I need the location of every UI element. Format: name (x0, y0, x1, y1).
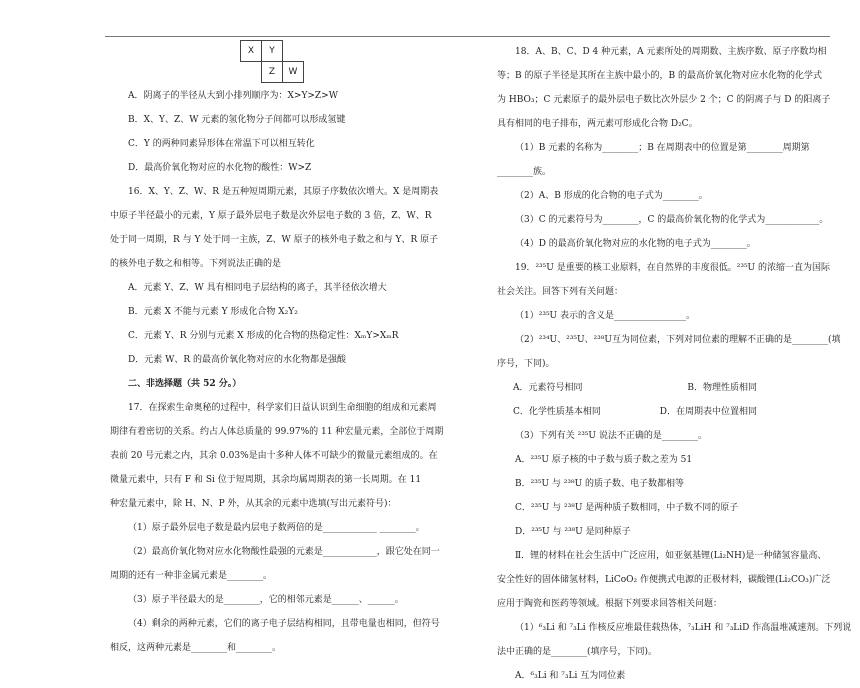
question-17-line: 期律有着密切的关系。约占人体总质量的 99.97%的 11 种宏量元素，全部位于周期 (110, 427, 444, 437)
options-row (497, 376, 817, 400)
sub-question: （2）最高价氧化物对应水化物酸性最强的元素是____________，跟它处在同一 (128, 547, 440, 557)
part-ii-line: 安全性好的固体储氢材料，LiCoO₂ 作便携式电源的正极材料，碳酸锂(Li₂CO₃)广泛 (497, 575, 831, 585)
sub-question: （1）²³⁵U 表示的含义是________________。 (515, 311, 695, 321)
sub-question: （3）C 的元素符号为________，C 的最高价氧化物的化学式为____________。 (515, 215, 829, 225)
option-b: B．元素 X 不能与元素 Y 形成化合物 X₂Y₂ (128, 307, 298, 317)
cell-z: Z (261, 61, 283, 83)
question-16-line: 中原子半径最小的元素，Y 原子最外层电子数是次外层电子数的 3 倍，Z、W、R (110, 211, 432, 221)
question-17-line: 微量元素中，只有 F 和 Si 位于短周期，其余均属周期表的第一长周期。在 11 (110, 475, 422, 485)
option-a: A．元素 Y、Z、W 具有相同电子层结构的离子，其半径依次增大 (128, 283, 387, 293)
option-b: B．物理性质相同 (687, 383, 757, 393)
option-d: D．最高价氧化物对应的水化物的酸性：W>Z (128, 163, 312, 173)
option-b: B．²³⁵U 与 ²³⁸U 的质子数、电子数都相等 (515, 479, 685, 489)
option-a: A．元素符号相同 (513, 383, 583, 393)
section-heading: 二、非选择题（共 52 分。） (128, 379, 242, 389)
sub-question: （2）²³⁴U、²³⁵U、²³⁸U互为同位素，下列对同位素的理解不正确的是________(填 (515, 335, 841, 345)
option-a: A．⁶₃Li 和 ⁷₃Li 互为同位素 (515, 671, 626, 681)
question-18-line: 等；B 的原子半径是其所在主族中最小的，B 的最高价氧化物对应水化物的化学式 (497, 71, 822, 81)
question-17: 17．在探索生命奥秘的过程中，科学家们日益认识到生命细胞的组成和元素周 (128, 403, 437, 413)
options-row (497, 400, 817, 424)
sub-question-line: 周期的还有一种非金属元素是________。 (110, 571, 273, 581)
option-a: A．阴离子的半径从大到小排列顺序为：X>Y>Z>W (128, 91, 338, 101)
question-17-line: 表前 20 号元素之内，其余 0.03%是由十多种人体不可缺少的微量元素组成的。在 (110, 451, 438, 461)
question-16: 16．X、Y、Z、W、R 是五种短周期元素，其原子序数依次增大。X 是周期表 (128, 187, 439, 197)
option-c: C．化学性质基本相同 (513, 407, 601, 417)
part-ii: Ⅱ．锂的材料在社会生活中广泛应用，如亚氨基锂(Li₂NH)是一种储氢容量高、 (515, 551, 827, 561)
sub-question: （3）原子半径最大的是________，它的相邻元素是______、______。 (128, 595, 404, 605)
cell-x: X (240, 40, 262, 62)
question-19: 19．²³⁵U 是重要的核工业原料，在自然界的丰度很低。²³⁵U 的浓缩一直为国际 (515, 263, 830, 273)
option-d: D．在周期表中位置相同 (659, 407, 757, 417)
sub-question: （3）下列有关 ²³⁵U 说法不正确的是________。 (515, 431, 707, 441)
cell-w: W (282, 61, 304, 83)
left-column (110, 40, 444, 660)
option-a: A．²³⁵U 原子核的中子数与质子数之差为 51 (515, 455, 693, 465)
option-b: B．X、Y、Z、W 元素的氢化物分子间都可以形成氢键 (128, 115, 346, 125)
question-16-line: 处于同一周期，R 与 Y 处于同一主族，Z、W 原子的核外电子数之和与 Y、R 原子 (110, 235, 439, 245)
question-19-line: 社会关注。回答下列有关问题： (497, 287, 624, 297)
option-d: D．元素 W、R 的最高价氧化物对应的水化物都是强酸 (128, 355, 346, 365)
sub-question: （1）B 元素的名称为________；B 在周期表中的位置是第________周期第 (515, 143, 810, 153)
sub-question: （4）D 的最高价氧化物对应的水化物的电子式为________。 (515, 239, 756, 249)
sub-question: （1）⁶₃Li 和 ⁷₃Li 作核反应堆最佳载热体，⁷₃LiH 和 ⁷₃LiD 作高温堆减速剂。下列说 (515, 623, 852, 633)
header-rule (105, 36, 830, 37)
element-table-figure (240, 40, 422, 84)
sub-question-line: 序号，下同)。 (497, 359, 555, 369)
option-c: C．元素 Y、R 分别与元素 X 形成的化合物的热稳定性：XₘY>XₘR (128, 331, 399, 341)
question-18-line: 具有相同的电子排布，两元素可形成化合物 D₂C。 (497, 119, 698, 129)
sub-question-line: ________族。 (497, 167, 552, 177)
question-16-line: 的核外电子数之和相等。下列说法正确的是 (110, 259, 282, 269)
sub-question: （2）A、B 形成的化合物的电子式为________。 (515, 191, 708, 201)
option-c: C．²³⁵U 与 ²³⁸U 是两种质子数相同，中子数不同的原子 (515, 503, 739, 513)
sub-question-line: 法中正确的是________(填序号，下同)。 (497, 647, 658, 657)
question-18: 18．A、B、C、D 4 种元素，A 元素所处的周期数、主族序数、原子序数均相 (515, 47, 827, 57)
sub-question-line: 相反，这两种元素是________和________。 (110, 643, 282, 653)
sub-question: （4）剩余的两种元素，它们的离子电子层结构相同，且带电量也相同，但符号 (128, 619, 440, 629)
part-ii-line: 应用于陶瓷和医药等领域。根据下列要求回答相关问题： (497, 599, 723, 609)
cell-y: Y (261, 40, 283, 62)
option-d: D．²³⁵U 与 ²³⁸U 是同种原子 (515, 527, 631, 537)
option-c: C．Y 的两种同素异形体在常温下可以相互转化 (128, 139, 315, 149)
question-18-line: 为 HBO₃；C 元素原子的最外层电子数比次外层少 2 个；C 的阴离子与 D 的阳离子 (497, 95, 831, 105)
question-17-line: 种宏量元素中，除 H、N、P 外，从其余的元素中选填(写出元素符号)： (110, 499, 397, 509)
sub-question: （1）原子最外层电子数是最内层电子数两倍的是____________ ________。 (128, 523, 425, 533)
right-column (497, 40, 852, 688)
